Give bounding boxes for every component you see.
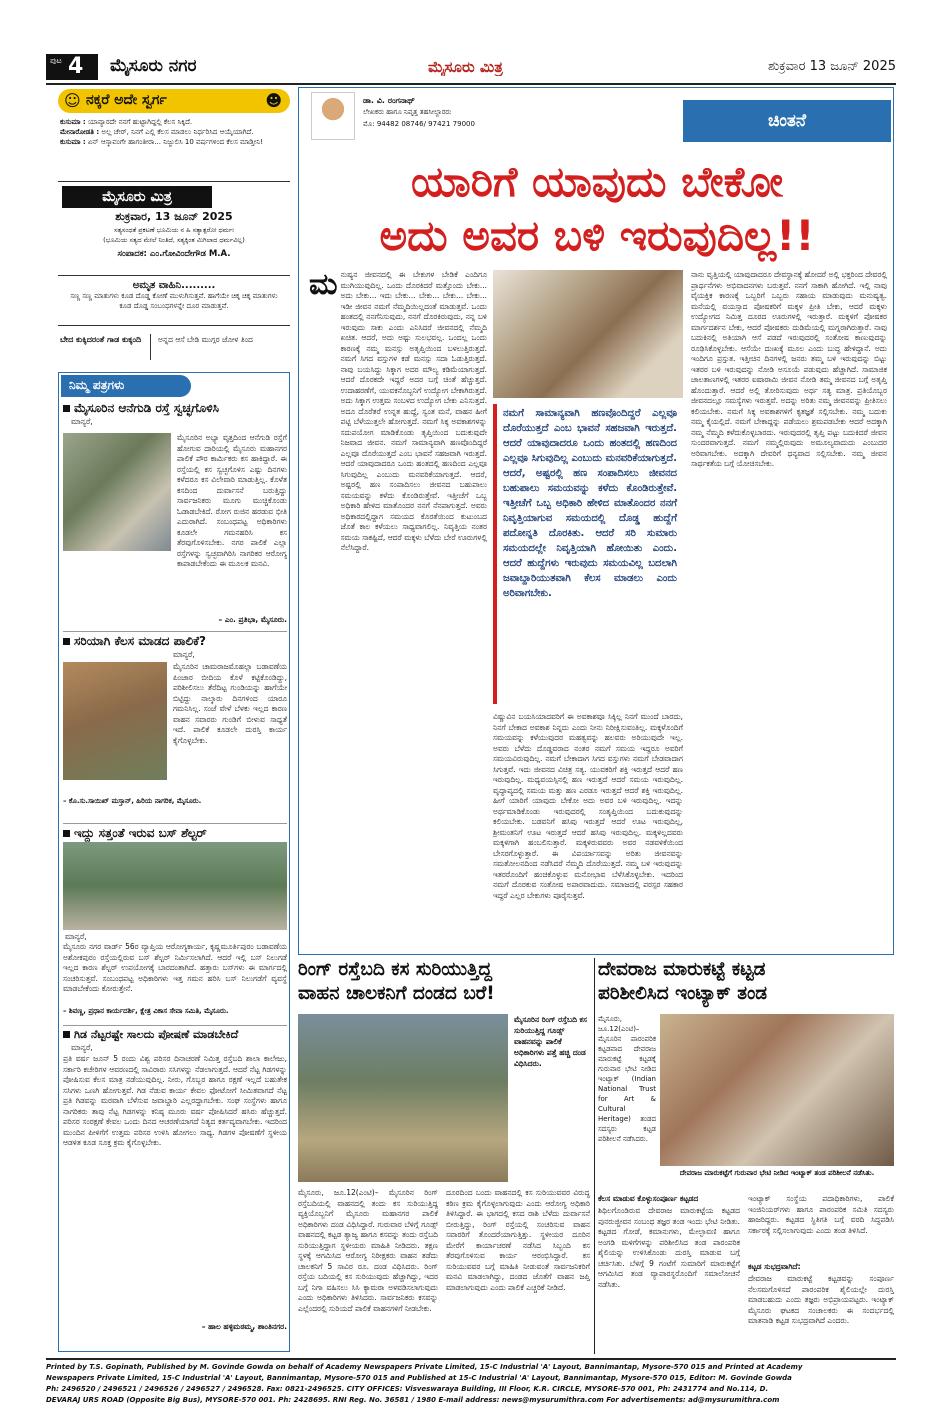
- letter-1-photo: [63, 433, 171, 551]
- amrutha-text: ಸಣ್ಣ ಸಣ್ಣ ಮಾತುಗಳು ಕೂಡ ದೊಡ್ಡ ಕೋಣೆ ಮುಳುಗಿಸುತ್ತವೆ. ಹಾಗೆಯೇ ಚಿಕ್ಕ ಚಿಕ್ಕ ಮಾತುಗಳು ಕೂಡ ದೊಡ್ಡ ಸಂಬಂಧಗಳನ್ನೇ ದೂರ ಮಾಡುತ್ತವೆ.: [70, 292, 278, 310]
- laughing-face-icon: ☺: [64, 91, 81, 110]
- story2-body-3: ದೇವರಾಜ ಮಾರುಕಟ್ಟೆ ಕಟ್ಟಡವನ್ನು ಸಂಪೂರ್ಣ ನೆಲಸಮಗೊಳಿಸದೆ ಪಾರಂಪರಿಕ ಶೈಲಿಯಲ್ಲೇ ದುರಸ್ತಿ ಮಾಡಬಹುದು ಎಂದು ತಜ್ಞರು ಅಭಿಪ್ರಾಯಪಟ್ಟರು. ಇಂಟ್ಯಾಕ್ ಮೈಸೂರು ಘಟಕದ ಸಂಚಾಲಕರು ಈ ಸಂದರ್ಭದಲ್ಲಿ ಮಾತನಾಡಿ ಕಟ್ಟಡ ಸುಭದ್ರವಾಗಿದೆ ಎಂದರು.: [748, 1274, 894, 1325]
- page-label: ಪುಟ: [50, 56, 62, 65]
- money-photo: [493, 270, 683, 398]
- humor-box: [58, 87, 290, 182]
- story2-body-2: ಇಂಟ್ಯಾಕ್ ಸಂಸ್ಥೆಯ ಪದಾಧಿಕಾರಿಗಳು, ಪಾಲಿಕೆ ಇಂಜಿನಿಯರ್‌ಗಳು ಹಾಗೂ ಪಾರಂಪರಿಕ ಸಮಿತಿ ಸದಸ್ಯರು ಹಾಜರಿದ್ದರು. ಕಟ್ಟಡದ ಸ್ಥಿತಿಗತಿ ಬಗ್ಗೆ ವರದಿ ಸಿದ್ಧಪಡಿಸಿ ಸರ್ಕಾರಕ್ಕೆ ಸಲ್ಲಿಸಲಾಗುವುದು ಎಂದು ತಂಡ ತಿಳಿಸಿದೆ.: [748, 1194, 894, 1235]
- story1-caption: ಮೈಸೂರಿನ ರಿಂಗ್ ರಸ್ತೆಬದಿ ಕಸ ಸುರಿಯುತ್ತಿದ್ದ ಗೂಡ್ಸ್ ವಾಹನವನ್ನು ಪಾಲಿಕೆ ಅಧಿಕಾರಿಗಳು ಪತ್ತೆ ಹಚ್ಚಿ ದಂಡ ವಿಧಿಸಿದರು.: [514, 1015, 587, 1068]
- humor-title: ನಕ್ಕರೆ ಅದೇ ಸ್ವರ್ಗ: [86, 92, 167, 108]
- imprint-editor: ಸಂಪಾದಕ: ಎಂ.ಗೋವಿಂದೇಗೌಡ M.A.: [117, 249, 231, 259]
- masthead-rule: [46, 83, 896, 85]
- story2-subhead-2: ಕಟ್ಟಡ ಸುಭದ್ರವಾಗಿದೆ:: [748, 1262, 801, 1271]
- humor-line: ಕುಸುಮಾ : ಯಾವ್ಯಾರದೇ ನನಗೆ ಹುಟ್ಟಾಗಿದ್ದಲ್ಲಿ ಕೆಲಸ ಸಿಕ್ಕಿದೆ.: [60, 118, 193, 126]
- imprint-motto-meaning: (ಭೂಮಿಯ ಸತ್ಯದ ಮೇಲೆ ನಿಂತಿದೆ, ಸತ್ಯಕ್ಕಿಂತ ಮಿಗಿಲಾದ ಧರ್ಮವಿಲ್ಲ): [103, 236, 245, 244]
- dropcap: ಮ: [309, 270, 338, 302]
- proverb-right: ಅನ್ನದ ಆಸೆ ಬೇಡಿ ಮುಗ್ಗರ ಜೋಳ ತಿಂದ: [158, 335, 253, 344]
- letter-salutation: ಮಾನ್ಯರೆ,: [173, 650, 195, 659]
- story1-photo: [298, 1014, 508, 1182]
- story2-subhead-1: ಕೆಲಸ ಮಾಡುವ ಕೊಳ್ಳುಸಂಪೂರ್ಣ ಕಟ್ಟಡದ: [598, 1194, 699, 1203]
- story1-headline-2: ವಾಹನ ಚಾಲಕನಿಗೆ ದಂಡದ ಬರೆ!: [298, 983, 495, 1004]
- letter-title: ಇದ್ದು ಸತ್ತಂತೆ ಇರುವ ಬಸ್ ಶೆಲ್ಟರ್: [63, 826, 287, 841]
- humor-title-bar: [58, 89, 290, 113]
- chintane-tag: ಚಿಂತನೆ: [683, 100, 891, 142]
- footer-rule: [46, 1358, 896, 1360]
- letters-header: ನಿಮ್ಮ ಪತ್ರಗಳು: [61, 375, 191, 397]
- letter-salutation: ಮಾನ್ಯರೆ,: [65, 932, 87, 941]
- humor-lines: [60, 117, 288, 180]
- letter-3-photo: [63, 842, 287, 930]
- section-title: ಮೈಸೂರು ನಗರ: [110, 56, 197, 76]
- letter-signature: – ಶಿವಣ್ಣ, ಪ್ರಧಾನ ಕಾರ್ಯದರ್ಶಿ, ಕ್ಷೇತ್ರ ವಿಕಾಸ ಸೇವಾ ಸಮಿತಿ, ಮೈಸೂರು.: [63, 1007, 229, 1015]
- letter-title: ಸರಿಯಾಗಿ ಕೆಲಸ ಮಾಡದ ಪಾಲಿಕೆ?: [63, 634, 287, 649]
- story2-photo: [660, 1014, 894, 1166]
- masthead-date: ಶುಕ್ರವಾರ 13 ಜೂನ್ 2025: [768, 59, 896, 74]
- story-ring-road: [298, 958, 590, 1354]
- proverb-box: [58, 330, 290, 364]
- story2-body-1: ಶಿಥಿಲಗೊಂಡಿರುವ ದೇವರಾಜ ಮಾರುಕಟ್ಟೆಯ ಕಟ್ಟಡದ ಪುನರುಜ್ಜೀವನ ಸಂಬಂಧ ತಜ್ಞರ ತಂಡ ಇಂದು ಭೇಟಿ ನೀಡಿತು. ಕಟ್ಟಡದ ಗೋಡೆ, ಕಮಾನುಗಳು, ಮೇಲ್ಛಾವಣಿ ಹಾಗೂ ಅಂಗಡಿ ಮಳಿಗೆಗಳನ್ನು ಪರಿಶೀಲಿಸಿದ ತಂಡ ಪಾರಂಪರಿಕ ಶೈಲಿಯನ್ನು ಉಳಿಸಿಕೊಂಡು ದುರಸ್ತಿ ಮಾಡುವ ಬಗ್ಗೆ ಚರ್ಚಿಸಿತು. ಬೆಳಿಗ್ಗೆ 9 ಗಂಟೆಗೆ ಸುಮಾರಿಗೆ ಮಾರುಕಟ್ಟೆಗೆ ಆಗಮಿಸಿದ ತಂಡ ವ್ಯಾಪಾರಸ್ಥರೊಂದಿಗೆ ಸಮಾಲೋಚನೆ ನಡೆಸಿತು.: [598, 1206, 740, 1289]
- page-number: 4: [68, 54, 84, 79]
- columnist-photo: [311, 92, 355, 140]
- imprint-date: ಶುಕ್ರವಾರ, 13 ಜೂನ್ 2025: [115, 210, 233, 223]
- letter-body: ಮೈಸೂರಿನ ಅಭ್ಯಾ ವೃತ್ತದಿಂದ ಆನೆಗುಡಿ ರಸ್ತೆಗೆ ಹೋಗುವ ದಾರಿಯಲ್ಲಿ ಮೈಸೂರು ಮಹಾನಗರ ಪಾಲಿಕೆ ಪೌರ ಕಾರ್ಮಿಕರು ಕಸ ಹಾಕಿದ್ದಾರೆ. ಈ ರಸ್ತೆಯಲ್ಲಿ ಕಸ ಸ್ವಚ್ಛಗೊಳಿಸ ಎಷ್ಟು ದಿನಗಳು ಕಳೆದರೂ ಕಸ ವಿಲೇವಾರಿ ಮಾಡುತ್ತಿಲ್ಲ. ಕೊಳೆತ ಕಸದಿಂದ ದುರ್ವಾಸನೆ ಬರುತ್ತಿದ್ದು ಸಾರ್ವಜನಿಕರು ಮೂಗು ಮುಚ್ಚಿಕೊಂಡು ಓಡಾಡಬೇಕಿದೆ. ರೋಗ ರುಜಿನ ಹರಡುವ ಭೀತಿ ಎದುರಾಗಿದೆ. ಸಂಬಂಧಪಟ್ಟ ಅಧಿಕಾರಿಗಳು ಕೂಡಲೇ ಗಮನಹರಿಸಿ ಕಸ ತೆರವುಗೊಳಿಸಬೇಕು. ನಗರ ಪಾಲಿಕೆ ಎಲ್ಲಾ ರಸ್ತೆಗಳನ್ನು ಸ್ವಚ್ಛವಾಗಿರಿಸಿ ನಾಗರಿಕರ ಆರೋಗ್ಯ ಕಾಪಾಡಬೇಕೆಂದು ಈ ಮೂಲಕ ಮನವಿ.: [177, 433, 287, 568]
- proverb-divider: [150, 334, 151, 360]
- letter-title: ಮೈಸೂರಿನ ಆನೆಗುಡಿ ರಸ್ತೆ ಸ್ವಚ್ಛಗೊಳಿಸಿ: [63, 401, 287, 416]
- story-devaraja-market: [598, 958, 894, 1354]
- letter-salutation: ಮಾನ್ಯರೆ,: [71, 417, 93, 426]
- story2-headline-1: ದೇವರಾಜ ಮಾರುಕಟ್ಟೆ ಕಟ್ಟಡ: [598, 959, 766, 980]
- imprint-logo: ಮೈಸೂರು ಮಿತ್ರ: [62, 186, 212, 208]
- editorial-col-1: ಮ ನುಷ್ಯನ ಜೀವನದಲ್ಲಿ ಈ ಬೇಕುಗಳ ಬೇಡಿಕೆ ಎಂದಿಗೂ ಮುಗಿಯುವುದಿಲ್ಲ. ಒಂದು ದೊರಕಿದರೆ ಮತ್ತೊಂದು ಬೇಕು... ಅದು ಬೇಕು... ಇದು ಬೇಕು... ಬೇಕು... ಬೇಕು... ಬೇಕು... ಇಡೀ ಜೀವನ ನಮಗೆ ನೆಮ್ಮದಿಯಿಲ್ಲದಂತೆ ಮಾಡುತ್ತವೆ. ಒಂದು ಹಂತದಲ್ಲಿ ನನಗೆನಿಸುವುದು, ನನಗೆ ದೊರಕಿರುವುದು, ನನ್ನ ಬಳಿ ಇರುವುದು ಸಾಕು ಎಂದು ಎನಿಸಿದರೆ ಜೀವನದಲ್ಲಿ ನೆಮ್ಮದಿ ಖಚಿತ. ಆದರೆ, ಅದು ಅಷ್ಟು ಸುಲಭವಲ್ಲ. ಒಂದಲ್ಲ ಒಂದು ಕಾರಣಕ್ಕೆ ನಮ್ಮ ಮನಸ್ಸು ಅತೃಪ್ತಿಯಿಂದ ಬಳಲುತ್ತಿರುತ್ತದೆ. ನಮಗೆ ಸಿಗದ ವಸ್ತುಗಳ ಕಡೆ ಮನಸ್ಸು ಸದಾ ಓಡುತ್ತಿರುತ್ತದೆ. ನಾವು ಬಯಸಿದ್ದು ಸಿಕ್ಕಾಗ ಅದರ ಮೌಲ್ಯ ಕಡಿಮೆಯಾಗುತ್ತದೆ. ಆದರೆ ದೊರಕದೇ ಇದ್ದರೆ ಅದರ ಬಗ್ಗೆ ಚಿಂತೆ ಹೆಚ್ಚುತ್ತದೆ. ಉದಾಹರಣೆಗೆ, ಯುವಕನೊಬ್ಬನಿಗೆ ಉದ್ಯೋಗ ಬೇಕಾಗಿರುತ್ತದೆ. ಅದು ಸಿಕ್ಕಾಗ ಉತ್ತಮ ಸಂಬಳದ ಉದ್ಯೋಗ ಬೇಕು ಎನಿಸುತ್ತದೆ. ಅದೂ ದೊರೆತರೆ ಉನ್ನತ ಹುದ್ದೆ, ಸ್ವಂತ ಮನೆ, ವಾಹನ ಹೀಗೆ ಪಟ್ಟಿ ಬೆಳೆಯುತ್ತಲೇ ಹೋಗುತ್ತದೆ. ನಮಗೆ ಸಿಕ್ಕ ಅವಕಾಶಗಳನ್ನು ಸದುಪಯೋಗ ಮಾಡಿಕೊಂಡು ತೃಪ್ತಿಯಿಂದ ಬದುಕುವುದೇ ನಿಜವಾದ ಜೀವನ. ನಮಗೆ ಸಾಮಾನ್ಯವಾಗಿ ಹಣವೊಂದಿದ್ದರೆ ಎಲ್ಲವೂ ದೊರೆಯುತ್ತದೆ ಎಂಬ ಭಾವನೆ ಸಹಜವಾಗಿ ಇರುತ್ತದೆ. ಆದರೆ ಯಾವುದಾದರೂ ಒಂದು ಹಂತದಲ್ಲಿ ಹಣದಿಂದ ಎಲ್ಲವೂ ಸಿಗುವುದಿಲ್ಲ ಎಂಬುದು ಮನವರಿಕೆಯಾಗುತ್ತದೆ. ಆದರೆ, ಅಷ್ಟರಲ್ಲಿ ಹಣ ಸಂಪಾದಿಸಲು ಜೀವನದ ಬಹುಪಾಲು ಸಮಯವನ್ನು ಕಳೆದು ಕೊಂಡಿರುತ್ತೇವೆ. ಇತ್ತೀಚೆಗೆ ಒಬ್ಬ ಅಧಿಕಾರಿ ಹೇಳಿದ ಮಾತೊಂದರ ನನಗೆ ನೆನಪಾಗುತ್ತದೆ. ಅವರು ಅಧಿಕಾರದಲ್ಲಿದ್ದಾಗ ಸಮಯದ ಕೊರತೆಯಿಂದ ಕುಟುಂಬದ ಜೊತೆ ಕಾಲ ಕಳೆಯಲು ಸಾಧ್ಯವಾಗಲಿಲ್ಲ. ನಿವೃತ್ತಿಯ ನಂತರ ಸಮಯ ಸಾಕಷ್ಟಿದೆ, ಆದರೆ ಮಕ್ಕಳು ಬೆಳೆದು ಬೇರೆ ಊರುಗಳಲ್ಲಿ ನೆಲೆಸಿದ್ದಾರೆ.: [309, 270, 487, 552]
- imprint-motto: ಸತ್ಯಸಂಧತೆ ಪ್ರಕಟಣೆ ಭೂಮಿಯ ನ ಹಿ ಸತ್ಯಾತ್ಪರೋ ಧರ್ಮಃ: [114, 226, 234, 234]
- story2-caption: ದೇವರಾಜ ಮಾರುಕಟ್ಟೆಗೆ ಗುರುವಾರ ಭೇಟಿ ನೀಡಿದ ಇಂಟ್ಯಾಕ್ ತಂಡ ಪರಿಶೀಲನೆ ನಡೆಸಿತು.: [679, 1169, 875, 1177]
- story2-intro: ಮೈಸೂರು, ಜೂ.12(ಎಂಟಿ)– ಮೈಸೂರಿನ ಪಾರಂಪರಿಕ ಕಟ್ಟಡವಾದ ದೇವರಾಜ ಮಾರುಕಟ್ಟೆ ಕಟ್ಟಡಕ್ಕೆ ಗುರುವಾರ ಭೇಟಿ ನೀಡಿದ ಇಂಟ್ಯಾಕ್ (Indian National Trust for Art & Cultural Heritage) ತಂಡದ ಸದಸ್ಯರು ಕಟ್ಟಡ ಪರಿಶೀಲನೆ ನಡೆಸಿದರು.: [598, 1015, 656, 1143]
- story1-body-2: ದೂರದಿಂದ ಬಂದು ವಾಹನದಲ್ಲಿ ಕಸ ಸುರಿಯುವವರ ವಿರುದ್ಧ ಕಠಿಣ ಕ್ರಮ ಕೈಗೊಳ್ಳಲಾಗುವುದು ಎಂದು ಆರೋಗ್ಯ ಅಧಿಕಾರಿ ತಿಳಿಸಿದ್ದಾರೆ. ಈ ಭಾಗದಲ್ಲಿ ಕಸದ ರಾಶಿ ಬೆಳೆದು ದುರ್ವಾಸನೆ ಬೀರುತ್ತಿದ್ದು, ರಿಂಗ್ ರಸ್ತೆಯಲ್ಲಿ ಸಂಚರಿಸುವ ವಾಹನ ಸವಾರರಿಗೆ ತೊಂದರೆಯಾಗುತ್ತಿತ್ತು. ಸ್ಥಳೀಯರ ದೂರಿನ ಮೇರೆಗೆ ಕಾರ್ಯಾಚರಣೆ ನಡೆಸಿದ ಸಿಬ್ಬಂದಿ ಕಸ ತೆರವುಗೊಳಿಸುವ ಕಾರ್ಯ ಆರಂಭಿಸಿದ್ದಾರೆ. ಕಸ ಸುರಿಯುವವರ ಬಗ್ಗೆ ಮಾಹಿತಿ ನೀಡುವಂತೆ ಸಾರ್ವಜನಿಕರಿಗೆ ಮನವಿ ಮಾಡಲಾಗಿದ್ದು, ದಂಡದ ಜೊತೆಗೆ ವಾಹನ ಜಪ್ತಿ ಮಾಡಲಾಗುವುದು ಎಂದು ಪಾಲಿಕೆ ಎಚ್ಚರಿಕೆ ನೀಡಿದೆ.: [446, 1188, 590, 1292]
- pullquote-box: [493, 404, 683, 704]
- letters-section: [58, 372, 290, 1352]
- footer-imprint: Printed by T.S. Gopinath, Published by M. Govinde Gowda on behalf of Academy Newspapers Private Limited, 15-C Industrial 'A' Layout, Bannimantap, Mysore-570 015 and Printed at Academy Newspapers Private Limited, 15-C Industrial 'A' Layout, Bannimantap, Mysore-570 015 and Published at 15-C Industrial 'A' Layout, Bannimantap, Mysore-570 015, Editor: M. Govinde Gowda Ph: 2496520 / 2496521 / 2496526 / 2496527 / 2496528. Fax: 0821-2496525. CITY OFFICES: Visveswaraya Building, III Floor, K.R. CIRCLE, MYSORE-570 001, Ph: 2431774 and No.114, D. DEVARAJ URS ROAD (Opposite Big Bus), MYSORE-570 001. Ph: 2428695. RNI Reg. No. 36581 / 1980 E-mail address: news@mysurumithra.com For advertisements: ad@mysurumithra.com: [46, 1363, 803, 1404]
- columnist-role: ಲೇಖಕರು ಹಾಗೂ ನಿವೃತ್ತ ತಹಸೀಲ್ದಾರರು: [363, 108, 452, 116]
- imprint-box: [58, 184, 290, 276]
- letter-title: ಗಿಡ ನೆಟ್ಟರಷ್ಟೇ ಸಾಲದು ಪೋಷಣೆ ಮಾಡಬೇಕಿದೆ: [63, 1028, 287, 1042]
- story1-body-1: ಮೈಸೂರು, ಜೂ.12(ಎಂಟಿ)– ಮೈಸೂರಿನ ರಿಂಗ್ ರಸ್ತೆಬದಿಯಲ್ಲಿ ವಾಹನದಲ್ಲಿ ತಂದು ಕಸ ಸುರಿಯುತ್ತಿದ್ದ ವ್ಯಕ್ತಿಯೊಬ್ಬನಿಗೆ ಮೈಸೂರು ಮಹಾನಗರ ಪಾಲಿಕೆ ಅಧಿಕಾರಿಗಳು ದಂಡ ವಿಧಿಸಿದ್ದಾರೆ. ಗುರುವಾರ ಬೆಳಿಗ್ಗೆ ಗೂಡ್ಸ್ ವಾಹನದಲ್ಲಿ ಕಟ್ಟಡ ತ್ಯಾಜ್ಯ ಹಾಗೂ ಕಸವನ್ನು ತಂದು ರಸ್ತೆಬದಿ ಸುರಿಯುತ್ತಿದ್ದಾಗ ಸ್ಥಳೀಯರು ಮಾಹಿತಿ ನೀಡಿದರು. ತಕ್ಷಣ ಸ್ಥಳಕ್ಕೆ ಆಗಮಿಸಿದ ಆರೋಗ್ಯ ನಿರೀಕ್ಷಕರು ವಾಹನ ತಡೆದು ಚಾಲಕನಿಗೆ 5 ಸಾವಿರ ರೂ. ದಂಡ ವಿಧಿಸಿದರು. ರಿಂಗ್ ರಸ್ತೆಯ ಬದಿಯಲ್ಲಿ ಕಸ ಸುರಿಯುವುದು ಹೆಚ್ಚಾಗಿದ್ದು, ಇದರ ಬಗ್ಗೆ ನಿಗಾ ವಹಿಸಲು ಸಿಸಿ ಕ್ಯಾಮರಾ ಅಳವಡಿಸಲಾಗುವುದು ಎಂದು ಅಧಿಕಾರಿಗಳು ತಿಳಿಸಿದರು. ಸಾರ್ವಜನಿಕರು ಕಸವನ್ನು ಎಲ್ಲೆಂದರಲ್ಲಿ ಸುರಿಯದೆ ಪಾಲಿಕೆ ವಾಹನಗಳಿಗೆ ನೀಡಬೇಕು.: [298, 1188, 438, 1313]
- story1-headline-1: ರಿಂಗ್ ರಸ್ತೆಬದಿ ಕಸ ಸುರಿಯುತ್ತಿದ್ದ: [298, 959, 493, 980]
- editorial-col-2: ವಿಷ್ಣುವಿನ ಬಯಸಿಯಾದವರಿಗೆ ಈ ಅವಕಾಶವೂ ಸಿಕ್ಕಿಲ್ಲ ನಿನಗೆ ಮುಂದೆ ಬಾರದು, ನಿನಗೆ ಬೇಕಾದ ಅವಕಾಶ ನಿನ್ನದು ಎಂದು ನೀನು ನಿರೀಕ್ಷಿಸುವಂತಿಲ್ಲ. ಮಕ್ಕಳೊಂದಿಗೆ ಸಮಯವನ್ನು ಕಳೆಯುವುದರ ಮಹತ್ವವನ್ನು ಹಲವರು ಅರಿಯುವುದೇ ಇಲ್ಲ. ಅವರು ಬೆಳೆದು ದೊಡ್ಡವರಾದ ನಂತರ ನಮಗೆ ಸಮಯ ಇದ್ದರೂ ಅವರಿಗೆ ಸಮಯವಿರುವುದಿಲ್ಲ. ನಮಗೆ ಬೇಕಾದಾಗ ಸಿಗದ ವಸ್ತುಗಳು ನಮಗೆ ಬೇಡವಾದಾಗ ಸಿಗುತ್ತವೆ. ಇದು ಜೀವನದ ವಿಚಿತ್ರ ಸತ್ಯ. ಯುವಕರಿಗೆ ಶಕ್ತಿ ಇರುತ್ತದೆ ಆದರೆ ಹಣ ಇರುವುದಿಲ್ಲ. ಮಧ್ಯವಯಸ್ಸಿನಲ್ಲಿ ಹಣ ಇರುತ್ತದೆ ಆದರೆ ಸಮಯ ಇರುವುದಿಲ್ಲ. ವೃದ್ಧಾಪ್ಯದಲ್ಲಿ ಸಮಯ ಮತ್ತು ಹಣ ಎರಡೂ ಇರುತ್ತದೆ ಆದರೆ ಶಕ್ತಿ ಇರುವುದಿಲ್ಲ. ಹೀಗೆ ಯಾರಿಗೆ ಯಾವುದು ಬೇಕೋ ಅದು ಅವರ ಬಳಿ ಇರುವುದಿಲ್ಲ. ಇದನ್ನು ಅರ್ಥಮಾಡಿಕೊಂಡು ಇರುವುದರಲ್ಲಿ ಸಂತೃಪ್ತಿಯಿಂದ ಬದುಕುವುದನ್ನು ಕಲಿಯಬೇಕು. ಬಡವನಿಗೆ ಹಸಿವು ಇರುತ್ತದೆ ಆದರೆ ಊಟ ಇರುವುದಿಲ್ಲ, ಶ್ರೀಮಂತನಿಗೆ ಊಟ ಇರುತ್ತದೆ ಆದರೆ ಹಸಿವು ಇರುವುದಿಲ್ಲ. ಮಕ್ಕಳಿಲ್ಲದವರು ಮಕ್ಕಳಿಗಾಗಿ ಹಂಬಲಿಸುತ್ತಾರೆ. ಮಕ್ಕಳಿರುವವರು ಅವರ ನಡವಳಿಕೆಯಿಂದ ಬೇಸರಗೊಳ್ಳುತ್ತಾರೆ. ಈ ವಿಪರ್ಯಾಸವನ್ನು ಅರಿತು ಜೀವನವನ್ನು ಸಮತೋಲನದಿಂದ ನಡೆಸಿದರೆ ನೆಮ್ಮದಿ ದೊರೆಯುತ್ತದೆ. ನಮ್ಮ ಬಳಿ ಇರುವುದನ್ನು ಇತರರೊಂದಿಗೆ ಹಂಚಿಕೊಳ್ಳುವ ಮನೋಭಾವ ಬೆಳೆಸಿಕೊಳ್ಳಬೇಕು. ಇದರಿಂದ ನಮಗೆ ದೊರಕುವ ಸಂತೋಷ ಅಪಾರವಾದುದು. ಸಮಾಜದಲ್ಲಿ ಪರಸ್ಪರ ಸಹಕಾರ ಇದ್ದರೆ ಎಲ್ಲರ ಬೇಕುಗಳು ಪೂರೈಸುತ್ತವೆ.: [493, 712, 683, 900]
- editorial-box: [298, 87, 894, 955]
- letter-signature: – ಎಂ. ಪ್ರತಿಭಾ, ಮೈಸೂರು.: [218, 615, 287, 624]
- letter-1: [63, 401, 287, 629]
- amrutha-box: [58, 280, 290, 326]
- paper-logo: ಮೈಸೂರು ಮಿತ್ರ: [428, 58, 503, 76]
- humor-line: ಕುಸುಮಾ : ಏನ್ ಆಸ್ಕಾವಂಗೇ ಹಾಗಂತೀರಾ... ನಿಜ್ಜುಲಿಸಿ 10 ವರ್ಷಗಳಿಂದ ಕೆಲಸ ಮಾಡ್ತೀನಿ!: [60, 138, 263, 146]
- letter-3: [63, 823, 287, 1023]
- letter-2: [63, 631, 287, 821]
- columnist-phone: ಮೊ: 94482 08746/ 97421 79000: [363, 120, 475, 128]
- page-number-badge: [46, 54, 98, 80]
- letter-salutation: ಮಾನ್ಯರೆ,: [71, 1043, 93, 1052]
- amrutha-title: ಅಮೃತ ವಾಹಿನಿ.........: [132, 280, 216, 291]
- columnist-name: ಡಾ. ವಿ. ರಂಗನಾಥ್: [363, 96, 415, 105]
- editorial-headline-1: ಯಾರಿಗೆ ಯಾವುದು ಬೇಕೋ: [410, 157, 784, 206]
- editorial-col-3: ನಾನು ವೃತ್ತಿಯಲ್ಲಿ ಯಾವುದಾದರೂ ದೇವಸ್ಥಾನಕ್ಕೆ ಹೋದರೆ ಅಲ್ಲಿ ಭಕ್ತರಿಂದ ದೇವರಲ್ಲಿ ಪ್ರಾರ್ಥನೆಗಳು ಅಭಿವಾದನಗಳು ಬರುತ್ತವೆ. ನನಗೆ ಸಾಕಾಗಿ ಹೋಗಿದೆ. ಇಲ್ಲಿ ನಾವು ವೈಯಕ್ತಿಕ ಕಾರಣಕ್ಕೆ ಒಬ್ಬರಿಗೆ ಒಬ್ಬರು ಸಹಾಯ ಮಾಡುವುದು ಮನುಷ್ಯತ್ವ. ಮನೆಯಲ್ಲಿ ವಯಸ್ಸಾದ ಪೋಷಕರಿಗೆ ಮಕ್ಕಳ ಪ್ರೀತಿ ಬೇಕು, ಆದರೆ ಮಕ್ಕಳು ಉದ್ಯೋಗದ ನಿಮಿತ್ತ ದೂರದ ಊರುಗಳಲ್ಲಿ ಇರುತ್ತಾರೆ. ಮಕ್ಕಳಿಗೆ ಪೋಷಕರ ಮಾರ್ಗದರ್ಶನ ಬೇಕು, ಆದರೆ ಪೋಷಕರು ದುಡಿಮೆಯಲ್ಲಿ ಮಗ್ನರಾಗಿರುತ್ತಾರೆ. ನಾವು ಬದುಕಿನಲ್ಲಿ ಅತಿಯಾಗಿ ಆಸೆ ಪಡದೆ ಇರುವುದರಲ್ಲಿ ಸಂತೋಷ ಕಾಣುವುದನ್ನು ರೂಢಿಸಿಕೊಳ್ಳಬೇಕು. ಆಸೆಯೇ ದುಃಖಕ್ಕೆ ಮೂಲ ಎಂದು ಬುದ್ಧ ಹೇಳಿದ್ದಾನೆ. ಅದು ಇಂದಿಗೂ ಪ್ರಸ್ತುತ. ಇತ್ತೀಚಿನ ದಿನಗಳಲ್ಲಿ ಜನರು ತಮ್ಮ ಬಳಿ ಇರುವುದನ್ನು ಬಿಟ್ಟು ಇತರರ ಬಳಿ ಇರುವುದನ್ನು ನೋಡಿ ಅಸೂಯೆ ಪಡುವುದು ಹೆಚ್ಚಾಗಿದೆ. ಸಾಮಾಜಿಕ ಜಾಲತಾಣಗಳಲ್ಲಿ ಇತರರ ಐಷಾರಾಮಿ ಜೀವನ ನೋಡಿ ತಮ್ಮ ಜೀವನದ ಬಗ್ಗೆ ಅತೃಪ್ತಿ ಹೊಂದುತ್ತಾರೆ. ಆದರೆ ಅಲ್ಲಿ ತೋರಿಸುವುದು ಅರ್ಧ ಸತ್ಯ ಮಾತ್ರ. ಪ್ರತಿಯೊಬ್ಬರ ಜೀವನದಲ್ಲೂ ಸಮಸ್ಯೆಗಳು ಇರುತ್ತವೆ. ಅದನ್ನು ಅರಿತು ನಮ್ಮ ಜೀವನವನ್ನು ಪ್ರೀತಿಸಲು ಕಲಿಯಬೇಕು. ನಮಗೆ ಸಿಕ್ಕ ಅವಕಾಶಗಳಿಗೆ ಕೃತಜ್ಞತೆ ಸಲ್ಲಿಸಬೇಕು. ನಮ್ಮ ಬದುಕು ನಮ್ಮ ಕೈಯಲ್ಲಿದೆ. ನಮಗೆ ಬೇಕಾದ್ದನ್ನು ಪಡೆಯಲು ಶ್ರಮಪಡಬೇಕು ಆದರೆ ಅದಕ್ಕಾಗಿ ನಮ್ಮ ನೆಮ್ಮದಿ ಕಳೆದುಕೊಳ್ಳಬಾರದು. ಇರುವುದರಲ್ಲಿ ತೃಪ್ತಿ ಪಟ್ಟು ಬದುಕಿದರೆ ಜೀವನ ಸುಂದರವಾಗುತ್ತದೆ. ನಮಗೆ ನಮ್ಮಲ್ಲಿರುವುದು ಅಮೂಲ್ಯವಾದುದು ಎಂಬುದರ ಅರಿವಾಗಬೇಕು. ಅದಕ್ಕಾಗಿ ದೇವರಿಗೆ ಧನ್ಯವಾದ ಸಲ್ಲಿಸಬೇಕು. ನಮ್ಮ ಜೀವನ ಸಾರ್ಥಕತೆಯ ಬಗ್ಗೆ ಯೋಚಿಸಬೇಕು.: [691, 270, 887, 468]
- pullquote-text: ನಮಗೆ ಸಾಮಾನ್ಯವಾಗಿ ಹಣವೊಂದಿದ್ದರೆ ಎಲ್ಲವೂ ದೊರೆಯುತ್ತದೆ ಎಂಬ ಭಾವನೆ ಸಹಜವಾಗಿ ಇರುತ್ತದೆ. ಆದರೆ ಯಾವುದಾದರೂ ಒಂದು ಹಂತದಲ್ಲಿ ಹಣದಿಂದ ಎಲ್ಲವೂ ಸಿಗುವುದಿಲ್ಲ ಎಂಬುದು ಮನವರಿಕೆಯಾಗುತ್ತದೆ. ಆದರೆ, ಅಷ್ಟರಲ್ಲಿ ಹಣ ಸಂಪಾದಿಸಲು ಜೀವನದ ಬಹುಪಾಲು ಸಮಯವನ್ನು ಕಳೆದು ಕೊಂಡಿರುತ್ತೇವೆ. ಇತ್ತೀಚೆಗೆ ಒಬ್ಬ ಅಧಿಕಾರಿ ಹೇಳಿದ ಮಾತೊಂದರ ನನಗೆ ನಿವೃತ್ತಿಯಾಗುವ ಸಮಯದಲ್ಲಿ ದೊಡ್ಡ ಹುದ್ದೆಗೆ ಪದೋನ್ನತಿ ದೊರಕಿತು. ಆದರೆ ಸರಿ ಸುಮಾರು ಸಮಯದಲ್ಲೇ ನಿವೃತ್ತಿಯಾಗಿ ಹೋಯಿತು ಎಂದು. ಆದರೆ ಹುದ್ದೆಗಳು ಇರುವುದು ಸಮಯವಿಲ್ಲ ಬದಲಾಗಿ ಜವಾಬ್ದಾರಿಯುತವಾಗಿ ಕೆಲಸ ಮಾಡಲು ಎಂದು ಅರಿವಾಗಬೇಕು.: [503, 408, 677, 599]
- story2-headline-2: ಪರಿಶೀಲಿಸಿದ ಇಂಟ್ಯಾಕ್ ತಂಡ: [598, 983, 768, 1004]
- letter-4: [63, 1025, 287, 1347]
- masthead: [46, 52, 896, 82]
- editorial-headline-2: ಅದು ಅವರ ಬಳಿ ಇರುವುದಿಲ್ಲ!!: [379, 211, 815, 260]
- proverb-left: ಬೇದ ಕುಕ್ಕಿದರಂತೆ ಗಾಡ ಕುಕ್ಕಂದಿ: [60, 335, 142, 344]
- story-divider: [594, 958, 595, 1354]
- letter-body: ಮೈಸೂರು ನಗರ ವಾರ್ಡ್ 56ರ ವ್ಯಾಪ್ತಿಯ ಆರೋಗ್ಯಕಾರ್ಯ, ಕೃಷ್ಣಮೂರ್ತಿಪುರಂ ಬಡಾವಣೆಯ ಅಶೋಕಪುರಂ ರಸ್ತೆಯಲ್ಲಿರುವ ಬಸ್ ಶೆಲ್ಟರ್ ನಿರ್ಮಿಸಲಾಗಿದೆ. ಆದರೆ ಇಲ್ಲಿ ಬಸ್ ನಿಲುಗಡೆ ಇಲ್ಲದ ಕಾರಣ ಶೆಲ್ಟರ್ ಉಪಯೋಗಕ್ಕೆ ಬಾರದಂತಾಗಿದೆ. ಹತ್ತಾರು ಬಸ್‌ಗಳು ಈ ಮಾರ್ಗದಲ್ಲಿ ಸಂಚರಿಸುತ್ತವೆ. ಸಂಬಂಧಪಟ್ಟ ಅಧಿಕಾರಿಗಳು ಇತ್ತ ಗಮನ ಹರಿಸಿ ಬಸ್ ನಿಲುಗಡೆಗೆ ವ್ಯವಸ್ಥೆ ಮಾಡಬೇಕೆಂದು ಕೋರುತ್ತೇನೆ.: [63, 942, 287, 993]
- cartoon-figure-icon: ☻: [265, 91, 282, 110]
- letter-signature: – ಕೊ.ಸು.ಸಾಯಿಖ್ ಮಸ್ತಾನ್, ಹಿರಿಯ ನಾಗರಿಕ, ಮೈಸೂರು.: [63, 797, 202, 805]
- humor-line: ಮೇನಾರೋಡತಿ : ಅಲ್ಲ ಚೇರ್, ನಿನಗೆ ಎಲ್ಲಿ ಕೆಲಸ ಮಾಡಲು ನಿರ್ಧರಿಸಿದ ಆಯ್ಕೆಯಾಗಿದೆ.: [60, 128, 254, 136]
- letter-body: ಮೈಸೂರಿನ ಚಾಮರಾಜಮೊಹಲ್ಲಾ ಬಡಾವಣೆಯ ಪಿಂಜಾರ ಬೀದಿಯ ಕೊಳೆ ಕಟ್ಟಿಕೊಂಡಿದ್ದು, ಪರಿಶೀಲಿಸಲು ತೆರೆದಿಟ್ಟ ಗುಂಡಿಯನ್ನು ಹಾಗೆಯೇ ಬಿಟ್ಟಿದ್ದು ನಾಲ್ಕಾರು ದಿನಗಳಿಂದ ಯಾರೂ ಗಮನಿಸಿಲ್ಲ. ಸಂಜೆ ವೇಳೆ ಬೆಳಕು ಇಲ್ಲದ ಕಾರಣ ವಾಹನ ಸವಾರರು ಗುಂಡಿಗೆ ಬೀಳುವ ಸಾಧ್ಯತೆ ಇದೆ. ಪಾಲಿಕೆ ಕೂಡಲೇ ದುರಸ್ತಿ ಕಾರ್ಯ ಕೈಗೊಳ್ಳಬೇಕು.: [173, 662, 287, 745]
- letter-signature: – ಹಾಲ ಹಳ್ಳಿಮಠಮ್ಮ, ಶಾಂತಿನಗರ.: [201, 1322, 287, 1331]
- letter-2-photo: [63, 662, 167, 780]
- letter-body: ಪ್ರತಿ ವರ್ಷ ಜೂನ್ 5 ರಂದು ವಿಶ್ವ ಪರಿಸರ ದಿನಾಚರಣೆ ನಿಮಿತ್ತ ರಸ್ತೆಬದಿ ಶಾಲಾ ಕಾಲೇಜು, ಸರ್ಕಾರಿ ಕಚೇರಿಗಳ ಆವರಣದಲ್ಲಿ ಸಾವಿರಾರು ಸಸಿಗಳನ್ನು ನೆಡಲಾಗುತ್ತದೆ. ಆದರೆ ನೆಟ್ಟ ಗಿಡಗಳನ್ನು ಪೋಷಿಸುವ ಕೆಲಸ ಮಾತ್ರ ನಡೆಯುವುದಿಲ್ಲ. ನೀರು, ಗೊಬ್ಬರ ಹಾಗೂ ರಕ್ಷಣೆ ಇಲ್ಲದೆ ಬಹುತೇಕ ಸಸಿಗಳು ಒಣಗಿ ಹೋಗುತ್ತವೆ. ಗಿಡ ನೆಡುವ ಕಾರ್ಯ ಕೇವಲ ಫೋಟೋಗೆ ಸೀಮಿತವಾಗದೆ ನೆಟ್ಟ ಪ್ರತಿ ಗಿಡವನ್ನು ಮರವಾಗಿ ಬೆಳೆಸುವ ಜವಾಬ್ದಾರಿ ಎಲ್ಲರದ್ದಾಗಬೇಕು. ಸಂಘ ಸಂಸ್ಥೆಗಳು ಹಾಗೂ ನಾಗರಿಕರು ತಾವು ನೆಟ್ಟ ಗಿಡಗಳನ್ನು ಕನಿಷ್ಠ ಮೂರು ವರ್ಷ ಪೋಷಿಸಿದರೆ ಹಸಿರು ಹೆಚ್ಚುತ್ತದೆ. ಪರಿಸರ ಸಂರಕ್ಷಣೆ ಕೇವಲ ಒಂದು ದಿನದ ಆಚರಣೆಯಾಗದೆ ನಿತ್ಯದ ಕರ್ತವ್ಯವಾಗಬೇಕು. ಇದರಿಂದ ಮುಂದಿನ ಪೀಳಿಗೆಗೆ ಉತ್ತಮ ಪರಿಸರ ಉಳಿಸಿ ಹೋಗಲು ಸಾಧ್ಯ. ಗಿಡಗಳ ಪೋಷಣೆಗೆ ಸ್ಥಳೀಯ ಆಡಳಿತ ಕೂಡ ಸೂಕ್ತ ಕ್ರಮ ಕೈಗೊಳ್ಳಬೇಕು.: [63, 1054, 287, 1147]
